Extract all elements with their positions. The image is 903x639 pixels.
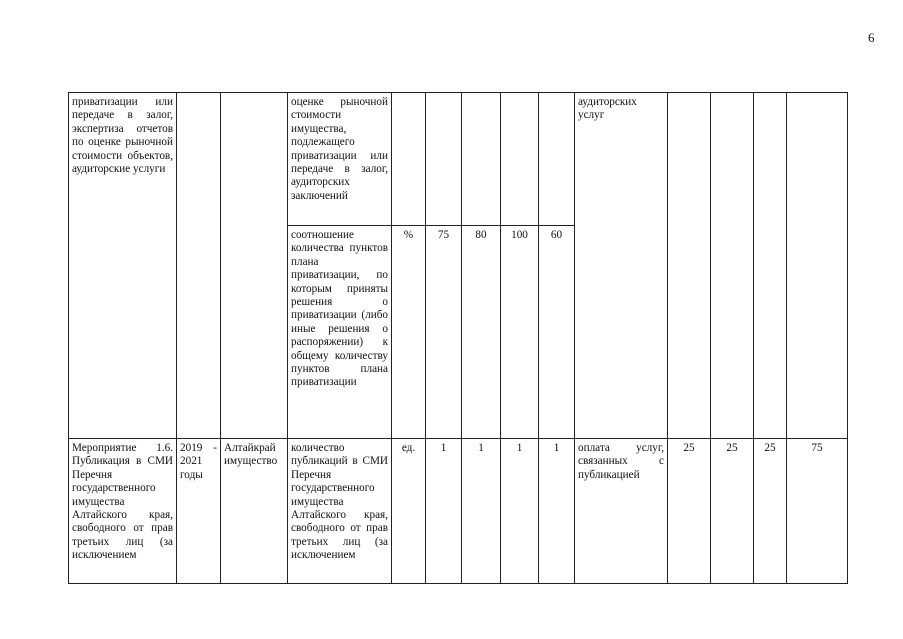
- table-cell-unit: %: [392, 226, 426, 439]
- table-row: [69, 439, 848, 584]
- table-cell-activity: Мероприятие 1.6. Публикация в СМИ Перечня государственного имущества Алтайского края, свободного от прав третьих лиц (за исключением: [69, 439, 177, 584]
- table-cell-funding-total: 75: [787, 439, 848, 584]
- table-row: [69, 93, 848, 226]
- table-cell-funding: [754, 93, 787, 439]
- table-cell-funding: 25: [668, 439, 711, 584]
- table-cell-value: 1: [462, 439, 501, 584]
- table-cell-funding: 25: [711, 439, 754, 584]
- table-cell-value: 100: [501, 226, 539, 439]
- table-cell-funding: [668, 93, 711, 439]
- table-cell-value: 1: [501, 439, 539, 584]
- table-cell-executor: Алтайкрай имущество: [221, 439, 288, 584]
- table-cell-expense-direction: оплата услуг, связанных с публикацией: [575, 439, 668, 584]
- table-cell-value: 1: [426, 439, 462, 584]
- page-number: 6: [868, 30, 875, 45]
- table-cell-unit: ед.: [392, 439, 426, 584]
- table-cell-value: 75: [426, 226, 462, 439]
- table-cell-funding-total: [787, 93, 848, 439]
- table-cell-period: 2019 - 2021 годы: [177, 439, 221, 584]
- table-cell-value: [501, 93, 539, 226]
- table-cell-indicator: оценке рыночной стоимости имущества, подлежащего приватизации или передаче в залог, аудиторских заключений: [288, 93, 392, 226]
- table-cell-expense-direction: аудиторских услуг: [575, 93, 668, 439]
- program-table: [68, 92, 848, 584]
- table-cell-value: 1: [539, 439, 575, 584]
- table-cell-value: [426, 93, 462, 226]
- table-cell-value: [462, 93, 501, 226]
- table-cell-activity: приватизации или передаче в залог, экспертиза отчетов по оценке рыночной стоимости объектов, аудиторские услуги: [69, 93, 177, 439]
- table-cell-period: [177, 93, 221, 439]
- table-cell-funding: 25: [754, 439, 787, 584]
- table-cell-unit: [392, 93, 426, 226]
- table-cell-value: [539, 93, 575, 226]
- table-cell-value: 60: [539, 226, 575, 439]
- table-cell-executor: [221, 93, 288, 439]
- table-cell-funding: [711, 93, 754, 439]
- table-cell-value: 80: [462, 226, 501, 439]
- table-cell-indicator: количество публикаций в СМИ Перечня государственного имущества Алтайского края, свободного от прав третьих лиц (за исключением: [288, 439, 392, 584]
- table-cell-indicator: соотношение количества пунктов плана приватизации, по которым приняты решения о приватизации (либо иные решения о распоряжении) к общему количеству пунктов плана приватизации: [288, 226, 392, 439]
